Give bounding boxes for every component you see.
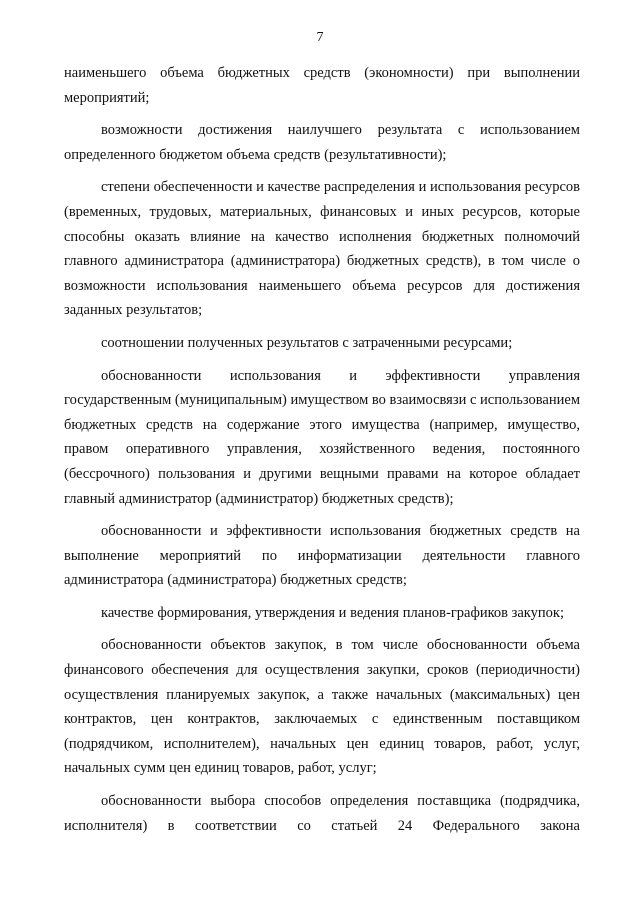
paragraph: наименьшего объема бюджетных средств (экономности) при выполнении мероприятий; [64,65,580,106]
paragraph: соотношении полученных результатов с затраченными ресурсами; [101,334,513,351]
document-body [64,61,580,846]
paragraph: обоснованности выбора способов определения поставщика (подрядчика, исполнителя) в соответствии со статьей 24 Федерального закона [64,793,580,834]
paragraph: степени обеспеченности и качестве распределения и использования ресурсов (временных, трудовых, материальных, финансовых и иных ресурсов, которые способны оказать влияние на качество исполнения бюджетных полномочий главного администратора (администратора) бюджетных средств), в том числе о возможности использования наименьшего объема ресурсов для достижения заданных результатов; [64,179,580,319]
paragraph: возможности достижения наилучшего результата с использованием определенного бюджетом объема средств (результативности); [64,122,580,163]
paragraph: обоснованности и эффективности использования бюджетных средств на выполнение мероприятий по информатизации деятельности главного администратора (администратора) бюджетных средств; [64,523,580,589]
page-number: 7 [316,30,324,45]
paragraph: обоснованности объектов закупок, в том числе обоснованности объема финансового обеспечения для осуществления закупки, сроков (периодичности) осуществления планируемых закупок, а также начальных (максимальных) цен контрактов, цен контрактов, заключаемых с единственным поставщиком (подрядчиком, исполнителем), начальных цен единиц товаров, работ, услуг, начальных сумм цен единиц товаров, работ, услуг; [64,637,580,777]
paragraph: качестве формирования, утверждения и ведения планов-графиков закупок; [101,604,564,621]
paragraph: обоснованности использования и эффективности управления государственным (муниципальным) имуществом во взаимосвязи с использованием бюджетных средств на содержание этого имущества (например, имущество, правом оперативного управления, хозяйственного ведения, постоянного (бессрочного) пользования и другими вещными правами на которое обладает главный администратор (администратор) бюджетных средств); [64,367,581,507]
